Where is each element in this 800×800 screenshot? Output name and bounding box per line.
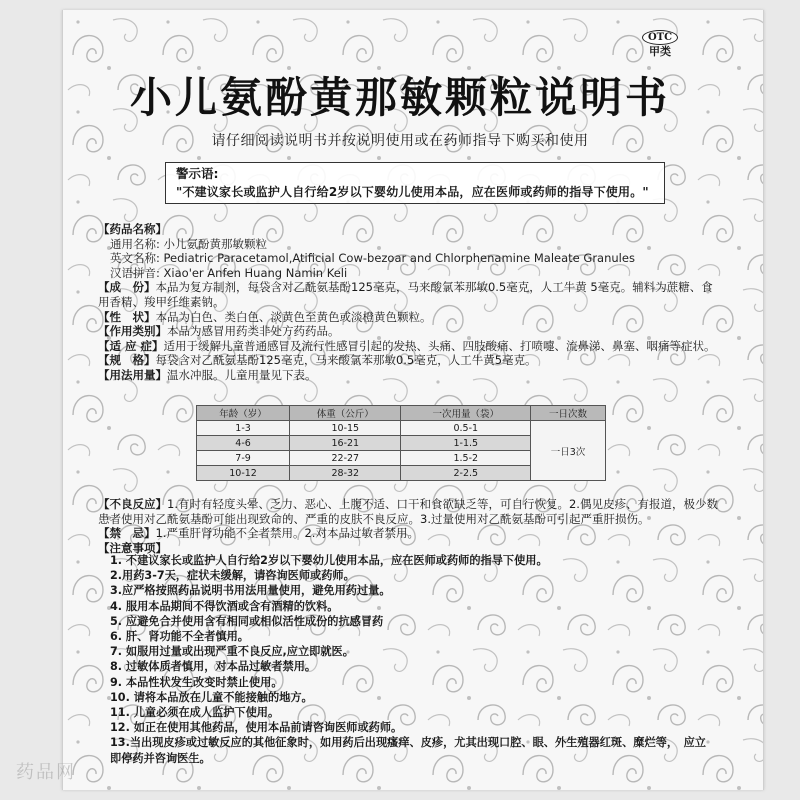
table-cell: 10-12	[197, 466, 290, 481]
adverse-section	[98, 497, 718, 555]
english-name-row: 英文名称: Pediatric Paracetamol,Atificial Cow-bezoar and Chlorphenamine Maleate Granules	[110, 251, 635, 266]
table-cell: 0.5-1	[401, 421, 531, 436]
table-cell: 16-21	[290, 436, 401, 451]
list-item: 11. 儿童必须在成人监护下使用。	[110, 706, 280, 720]
generic-name-row: 通用名称: 小儿氨酚黄那敏颗粒	[110, 236, 268, 251]
contraindications: 【禁 忌】1.严重肝肾功能不全者禁用。2.对本品过敏者禁用。	[98, 526, 419, 541]
table-cell: 28-32	[290, 466, 401, 481]
otc-mark: OTC	[642, 30, 678, 45]
list-item: 3.应严格按照药品说明书用法用量使用，避免用药过量。	[110, 584, 391, 598]
drug-info-section	[98, 222, 718, 383]
usage-row: 【用法用量】温水冲服。儿童用量见下表。	[98, 367, 317, 382]
table-header: 一次用量（袋）	[401, 406, 531, 421]
warning-box	[165, 162, 665, 204]
list-item: 2.用药3-7天，症状未缓解，请咨询医师或药师。	[110, 569, 355, 583]
table-header: 一日次数	[531, 406, 606, 421]
warning-text: "不建议家长或监护人自行给2岁以下婴幼儿使用本品，应在医师或药师的指导下使用。"	[176, 185, 649, 199]
spec-row: 【规 格】每袋含对乙酰氨基酚125毫克，马来酸氯苯那敏0.5毫克，人工牛黄5毫克。	[98, 353, 537, 368]
table-header-row	[197, 406, 606, 421]
traits-row: 【性 状】本品为白色、类白色、淡黄色至黄色或淡橙黄色颗粒。	[98, 309, 432, 324]
table-cell: 2-2.5	[401, 466, 531, 481]
list-item: 4. 服用本品期间不得饮酒或含有酒精的饮料。	[110, 599, 339, 613]
table-cell: 1-3	[197, 421, 290, 436]
table-cell: 22-27	[290, 451, 401, 466]
table-row	[197, 421, 606, 436]
list-item: 13.当出现皮疹或过敏反应的其他征象时，如用药后出现瘙痒、皮疹，尤其出现口腔、眼、外生殖器红斑、糜烂等， 应立即停药并咨询医生。	[110, 736, 706, 765]
frequency-cell: 一日3次	[531, 421, 606, 481]
table-header: 年龄（岁）	[197, 406, 290, 421]
reading-notice: 请仔细阅读说明书并按说明使用或在药师指导下购买和使用	[211, 133, 589, 149]
watermark: 药品网	[16, 762, 76, 783]
pinyin-name-row: 汉语拼音: Xiao'er Anfen Huang Namin Keli	[110, 265, 348, 280]
list-item: 5. 应避免合并使用含有相同或相似活性成份的抗感冒药	[110, 614, 384, 628]
ingredients-row: 【成 份】本品为复方制剂，每袋含对乙酰氨基酚125毫克，马来酸氯苯那敏0.5毫克，人工牛黄 5毫克。辅料为蔗糖、食用香精、羧甲纤维素钠。	[98, 280, 713, 309]
warning-title: 警示语:	[176, 166, 219, 181]
table-cell: 7-9	[197, 451, 290, 466]
page-title: 小儿氨酚黄那敏颗粒说明书	[129, 73, 670, 122]
category-row: 【作用类别】本品为感冒用药类非处方药药品。	[98, 324, 340, 339]
indication-row: 【适 应 症】适用于缓解儿童普通感冒及流行性感冒引起的发热、头痛、四肢酸痛、打喷嚏、流鼻涕、鼻塞、咽痛等症状。	[98, 338, 716, 353]
list-item: 10. 请将本品放在儿童不能接触的地方。	[110, 690, 313, 704]
precautions-list	[110, 553, 710, 766]
table-cell: 10-15	[290, 421, 401, 436]
list-item: 8. 过敏体质者慎用，对本品过敏者禁用。	[110, 660, 317, 674]
dosage-table	[196, 405, 606, 481]
table-cell: 1.5-2	[401, 451, 531, 466]
list-item: 1. 不建议家长或监护人自行给2岁以下婴幼儿使用本品，应在医师或药师的指导下使用。	[110, 554, 548, 567]
table-cell: 4-6	[197, 436, 290, 451]
table-cell: 1-1.5	[401, 436, 531, 451]
list-item: 7. 如服用过量或出现严重不良反应,应立即就医。	[110, 645, 354, 659]
list-item: 12. 如正在使用其他药品，使用本品前请咨询医师或药师。	[110, 721, 403, 735]
precautions-heading: 【注意事项】	[98, 540, 167, 555]
otc-class-label: 甲类	[649, 45, 671, 58]
list-item: 9. 本品性状发生改变时禁止使用。	[110, 675, 283, 689]
otc-badge	[642, 30, 678, 58]
list-item: 6. 肝、肾功能不全者慎用。	[110, 630, 249, 644]
adverse-reactions: 【不良反应】1.有时有轻度头晕、乏力、恶心、上腹不适、口干和食欲缺乏等，可自行恢复。2.偶见皮疹、有报道，极少数患者使用对乙酰氨基酚可能出现致命的、严重的皮肤不良反应。3.过量使用对乙酰氨基酚可引起严重肝损伤。	[98, 497, 718, 526]
name-section-heading: 【药品名称】	[98, 222, 167, 236]
table-header: 体重（公斤）	[290, 406, 401, 421]
